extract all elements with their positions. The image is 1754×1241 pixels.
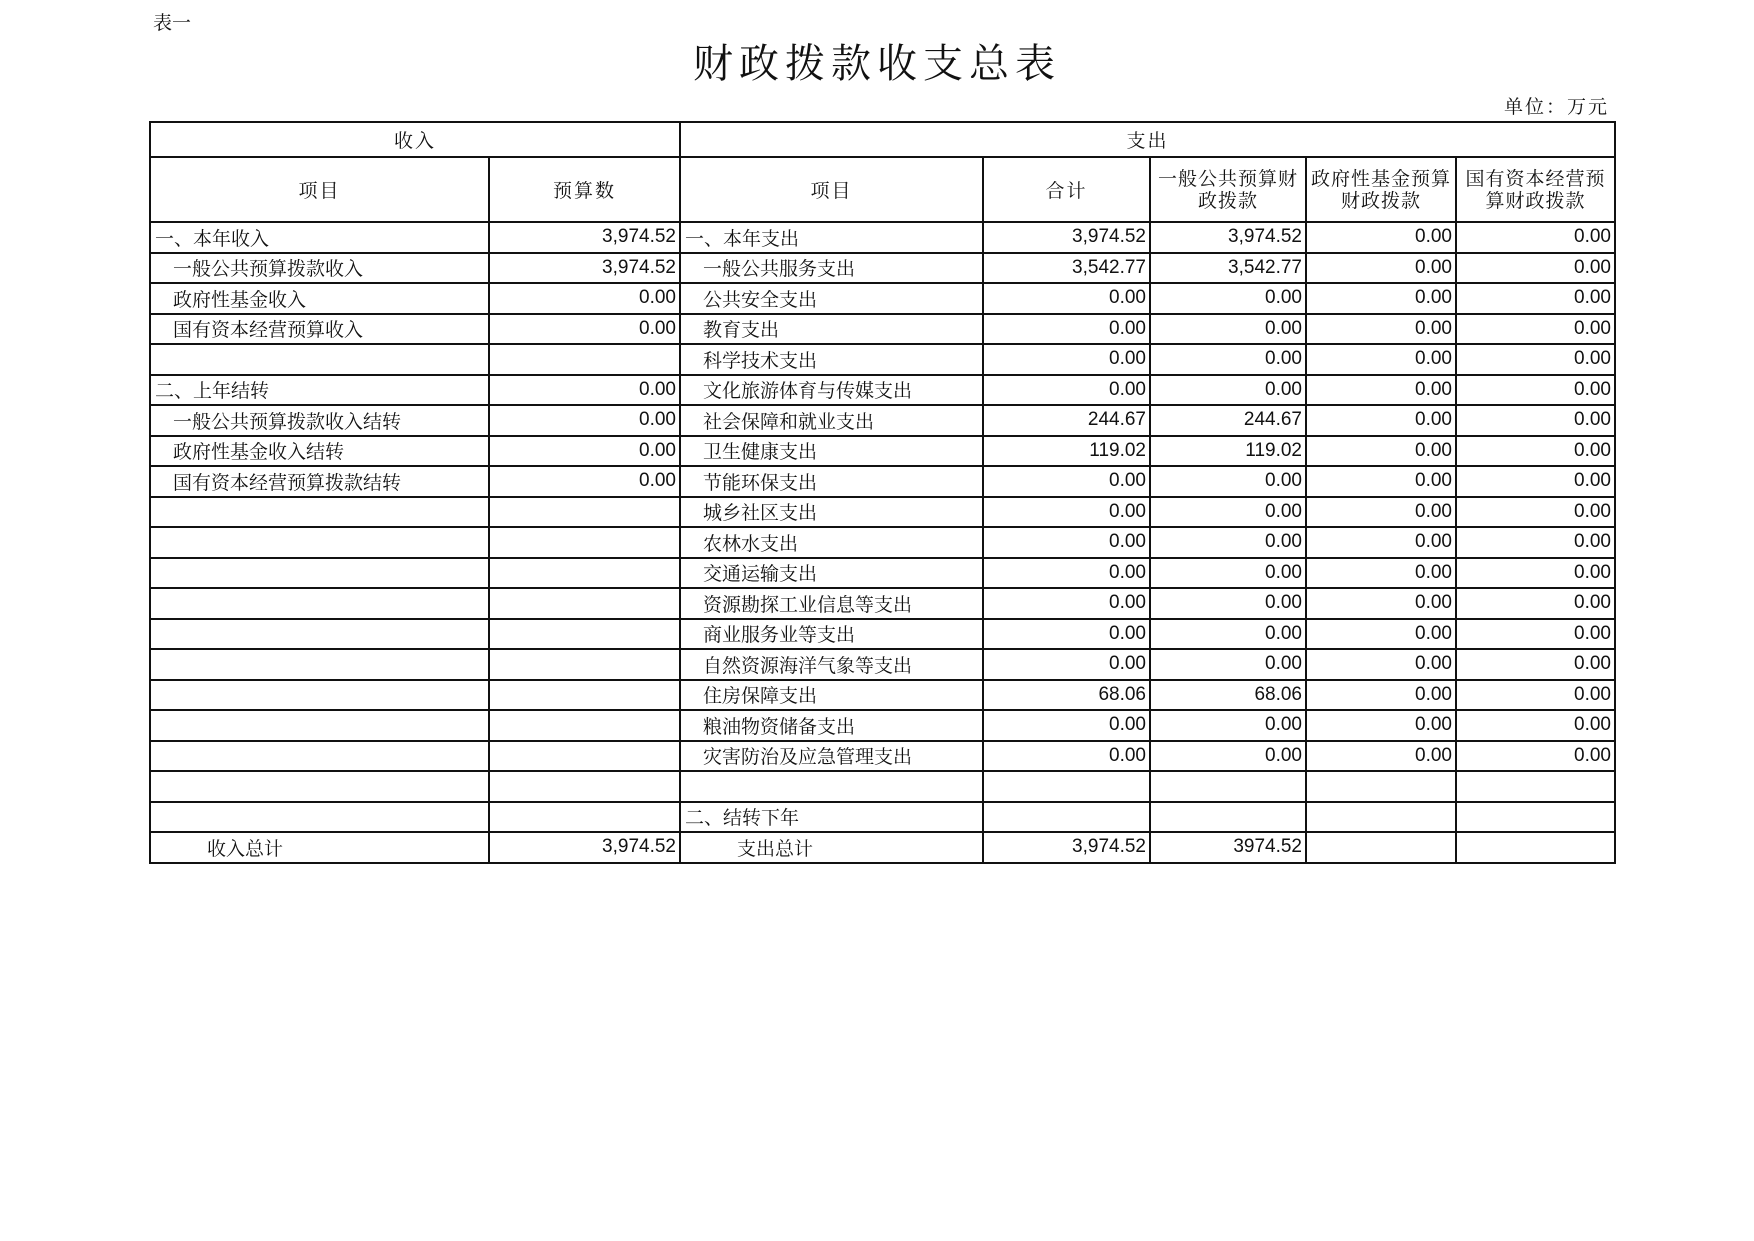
income-budget-cell xyxy=(489,680,680,711)
general-budget-cell: 3974.52 xyxy=(1150,832,1306,863)
general-budget-cell: 0.00 xyxy=(1150,588,1306,619)
general-budget-cell: 0.00 xyxy=(1150,283,1306,314)
income-budget-cell: 0.00 xyxy=(489,405,680,436)
expense-total-cell: 0.00 xyxy=(983,314,1150,345)
income-budget-cell xyxy=(489,588,680,619)
general-budget-cell: 119.02 xyxy=(1150,436,1306,467)
col-total: 合计 xyxy=(983,157,1150,222)
expense-total-cell: 3,974.52 xyxy=(983,832,1150,863)
expense-total-cell: 0.00 xyxy=(983,558,1150,589)
income-group-header: 收入 xyxy=(150,122,680,157)
fund-budget-cell xyxy=(1306,832,1456,863)
income-budget-cell: 3,974.52 xyxy=(489,832,680,863)
general-budget-cell: 0.00 xyxy=(1150,497,1306,528)
income-budget-cell: 3,974.52 xyxy=(489,253,680,284)
fund-budget-cell: 0.00 xyxy=(1306,436,1456,467)
expense-total-cell: 0.00 xyxy=(983,375,1150,406)
expense-item-cell: 公共安全支出 xyxy=(680,283,983,314)
income-item-cell: 一般公共预算拨款收入结转 xyxy=(150,405,489,436)
expense-total-cell xyxy=(983,771,1150,802)
income-item-cell: 政府性基金收入 xyxy=(150,283,489,314)
state-capital-cell: 0.00 xyxy=(1456,344,1615,375)
state-capital-cell: 0.00 xyxy=(1456,466,1615,497)
income-item-cell xyxy=(150,710,489,741)
expense-total-cell: 0.00 xyxy=(983,283,1150,314)
expense-total-cell: 0.00 xyxy=(983,741,1150,772)
state-capital-cell: 0.00 xyxy=(1456,253,1615,284)
expense-total-cell: 3,542.77 xyxy=(983,253,1150,284)
income-item-cell: 政府性基金收入结转 xyxy=(150,436,489,467)
table-row xyxy=(150,588,1615,619)
state-capital-cell: 0.00 xyxy=(1456,283,1615,314)
expense-item-cell: 节能环保支出 xyxy=(680,466,983,497)
expense-total-cell: 3,974.52 xyxy=(983,222,1150,253)
state-capital-cell: 0.00 xyxy=(1456,710,1615,741)
table-row xyxy=(150,527,1615,558)
general-budget-cell: 0.00 xyxy=(1150,527,1306,558)
general-budget-cell: 0.00 xyxy=(1150,649,1306,680)
col-fund-budget: 政府性基金预算财政拨款 xyxy=(1306,157,1456,222)
state-capital-cell xyxy=(1456,832,1615,863)
fund-budget-cell xyxy=(1306,802,1456,833)
unit-label: 单位：万元 xyxy=(1503,96,1609,118)
income-budget-cell: 0.00 xyxy=(489,466,680,497)
page-title: 财政拨款收支总表 xyxy=(693,41,1061,87)
income-budget-cell xyxy=(489,527,680,558)
state-capital-cell xyxy=(1456,771,1615,802)
fund-budget-cell: 0.00 xyxy=(1306,466,1456,497)
expense-item-cell: 文化旅游体育与传媒支出 xyxy=(680,375,983,406)
state-capital-cell: 0.00 xyxy=(1456,436,1615,467)
expense-total-cell: 0.00 xyxy=(983,466,1150,497)
expense-total-cell: 119.02 xyxy=(983,436,1150,467)
table-row xyxy=(150,832,1615,863)
expense-total-cell: 0.00 xyxy=(983,588,1150,619)
expense-total-cell: 0.00 xyxy=(983,527,1150,558)
income-item-cell xyxy=(150,680,489,711)
income-item-cell: 收入总计 xyxy=(150,832,489,863)
income-budget-cell xyxy=(489,771,680,802)
state-capital-cell xyxy=(1456,802,1615,833)
header-group-row xyxy=(150,122,1615,157)
expense-item-cell: 资源勘探工业信息等支出 xyxy=(680,588,983,619)
income-item-cell xyxy=(150,802,489,833)
fund-budget-cell: 0.00 xyxy=(1306,588,1456,619)
table-row xyxy=(150,741,1615,772)
general-budget-cell: 0.00 xyxy=(1150,619,1306,650)
income-item-cell: 二、上年结转 xyxy=(150,375,489,406)
fund-budget-cell: 0.00 xyxy=(1306,619,1456,650)
fund-budget-cell: 0.00 xyxy=(1306,558,1456,589)
expense-item-cell: 一般公共服务支出 xyxy=(680,253,983,284)
income-item-cell xyxy=(150,741,489,772)
general-budget-cell: 0.00 xyxy=(1150,466,1306,497)
state-capital-cell: 0.00 xyxy=(1456,527,1615,558)
general-budget-cell xyxy=(1150,771,1306,802)
income-item-cell xyxy=(150,619,489,650)
fund-budget-cell: 0.00 xyxy=(1306,527,1456,558)
state-capital-cell: 0.00 xyxy=(1456,222,1615,253)
col-general-budget: 一般公共预算财政拨款 xyxy=(1150,157,1306,222)
header-column-row xyxy=(150,157,1615,222)
fund-budget-cell: 0.00 xyxy=(1306,649,1456,680)
fund-budget-cell: 0.00 xyxy=(1306,222,1456,253)
expense-item-cell: 自然资源海洋气象等支出 xyxy=(680,649,983,680)
table-row xyxy=(150,283,1615,314)
income-item-cell xyxy=(150,588,489,619)
expense-item-cell: 商业服务业等支出 xyxy=(680,619,983,650)
table-row xyxy=(150,314,1615,345)
fund-budget-cell: 0.00 xyxy=(1306,283,1456,314)
income-budget-cell: 0.00 xyxy=(489,375,680,406)
general-budget-cell: 0.00 xyxy=(1150,710,1306,741)
budget-table xyxy=(149,121,1616,864)
income-budget-cell xyxy=(489,710,680,741)
general-budget-cell: 0.00 xyxy=(1150,344,1306,375)
state-capital-cell: 0.00 xyxy=(1456,314,1615,345)
general-budget-cell: 0.00 xyxy=(1150,741,1306,772)
income-item-cell xyxy=(150,649,489,680)
table-row xyxy=(150,680,1615,711)
income-budget-cell: 3,974.52 xyxy=(489,222,680,253)
income-budget-cell xyxy=(489,497,680,528)
expense-item-cell: 二、结转下年 xyxy=(680,802,983,833)
expense-total-cell: 0.00 xyxy=(983,619,1150,650)
fund-budget-cell: 0.00 xyxy=(1306,344,1456,375)
expense-item-cell: 粮油物资储备支出 xyxy=(680,710,983,741)
general-budget-cell: 0.00 xyxy=(1150,314,1306,345)
col-expense-item: 项目 xyxy=(680,157,983,222)
expense-item-cell: 社会保障和就业支出 xyxy=(680,405,983,436)
expense-total-cell: 0.00 xyxy=(983,710,1150,741)
expense-total-cell: 244.67 xyxy=(983,405,1150,436)
general-budget-cell: 68.06 xyxy=(1150,680,1306,711)
expense-item-cell: 支出总计 xyxy=(680,832,983,863)
expense-total-cell: 68.06 xyxy=(983,680,1150,711)
expense-item-cell: 教育支出 xyxy=(680,314,983,345)
table-row xyxy=(150,710,1615,741)
expense-total-cell: 0.00 xyxy=(983,497,1150,528)
expense-group-header: 支出 xyxy=(680,122,1615,157)
col-income-item: 项目 xyxy=(150,157,489,222)
income-item-cell xyxy=(150,527,489,558)
general-budget-cell xyxy=(1150,802,1306,833)
table-row xyxy=(150,802,1615,833)
income-item-cell xyxy=(150,344,489,375)
income-item-cell xyxy=(150,558,489,589)
income-budget-cell xyxy=(489,344,680,375)
expense-item-cell: 交通运输支出 xyxy=(680,558,983,589)
fund-budget-cell: 0.00 xyxy=(1306,680,1456,711)
table-row xyxy=(150,497,1615,528)
expense-item-cell: 农林水支出 xyxy=(680,527,983,558)
expense-total-cell: 0.00 xyxy=(983,344,1150,375)
state-capital-cell: 0.00 xyxy=(1456,405,1615,436)
income-budget-cell xyxy=(489,619,680,650)
table-row xyxy=(150,375,1615,406)
state-capital-cell: 0.00 xyxy=(1456,588,1615,619)
state-capital-cell: 0.00 xyxy=(1456,680,1615,711)
expense-total-cell xyxy=(983,802,1150,833)
income-budget-cell xyxy=(489,558,680,589)
general-budget-cell: 244.67 xyxy=(1150,405,1306,436)
fund-budget-cell: 0.00 xyxy=(1306,497,1456,528)
income-budget-cell: 0.00 xyxy=(489,314,680,345)
expense-item-cell: 一、本年支出 xyxy=(680,222,983,253)
expense-item-cell xyxy=(680,771,983,802)
sheet-label: 表一 xyxy=(153,12,192,34)
income-budget-cell xyxy=(489,649,680,680)
income-item-cell: 一般公共预算拨款收入 xyxy=(150,253,489,284)
fund-budget-cell: 0.00 xyxy=(1306,405,1456,436)
fund-budget-cell: 0.00 xyxy=(1306,253,1456,284)
table-row xyxy=(150,405,1615,436)
expense-total-cell: 0.00 xyxy=(983,649,1150,680)
state-capital-cell: 0.00 xyxy=(1456,741,1615,772)
table-row xyxy=(150,771,1615,802)
table-row xyxy=(150,558,1615,589)
state-capital-cell: 0.00 xyxy=(1456,375,1615,406)
expense-item-cell: 灾害防治及应急管理支出 xyxy=(680,741,983,772)
state-capital-cell: 0.00 xyxy=(1456,649,1615,680)
table-row xyxy=(150,466,1615,497)
table-body xyxy=(150,122,1615,863)
income-item-cell: 国有资本经营预算拨款结转 xyxy=(150,466,489,497)
income-item-cell: 一、本年收入 xyxy=(150,222,489,253)
table-row xyxy=(150,222,1615,253)
expense-item-cell: 卫生健康支出 xyxy=(680,436,983,467)
expense-item-cell: 科学技术支出 xyxy=(680,344,983,375)
expense-item-cell: 住房保障支出 xyxy=(680,680,983,711)
state-capital-cell: 0.00 xyxy=(1456,619,1615,650)
general-budget-cell: 0.00 xyxy=(1150,375,1306,406)
fund-budget-cell: 0.00 xyxy=(1306,710,1456,741)
income-budget-cell: 0.00 xyxy=(489,283,680,314)
income-item-cell xyxy=(150,771,489,802)
col-state-capital: 国有资本经营预算财政拨款 xyxy=(1456,157,1615,222)
table-row xyxy=(150,436,1615,467)
col-income-budget: 预算数 xyxy=(489,157,680,222)
general-budget-cell: 0.00 xyxy=(1150,558,1306,589)
table-row xyxy=(150,649,1615,680)
income-budget-cell: 0.00 xyxy=(489,436,680,467)
income-item-cell: 国有资本经营预算收入 xyxy=(150,314,489,345)
general-budget-cell: 3,542.77 xyxy=(1150,253,1306,284)
table-row xyxy=(150,344,1615,375)
state-capital-cell: 0.00 xyxy=(1456,497,1615,528)
state-capital-cell: 0.00 xyxy=(1456,558,1615,589)
expense-item-cell: 城乡社区支出 xyxy=(680,497,983,528)
table-row xyxy=(150,253,1615,284)
general-budget-cell: 3,974.52 xyxy=(1150,222,1306,253)
fund-budget-cell xyxy=(1306,771,1456,802)
table-row xyxy=(150,619,1615,650)
fund-budget-cell: 0.00 xyxy=(1306,741,1456,772)
fund-budget-cell: 0.00 xyxy=(1306,375,1456,406)
fund-budget-cell: 0.00 xyxy=(1306,314,1456,345)
income-budget-cell xyxy=(489,741,680,772)
income-budget-cell xyxy=(489,802,680,833)
income-item-cell xyxy=(150,497,489,528)
